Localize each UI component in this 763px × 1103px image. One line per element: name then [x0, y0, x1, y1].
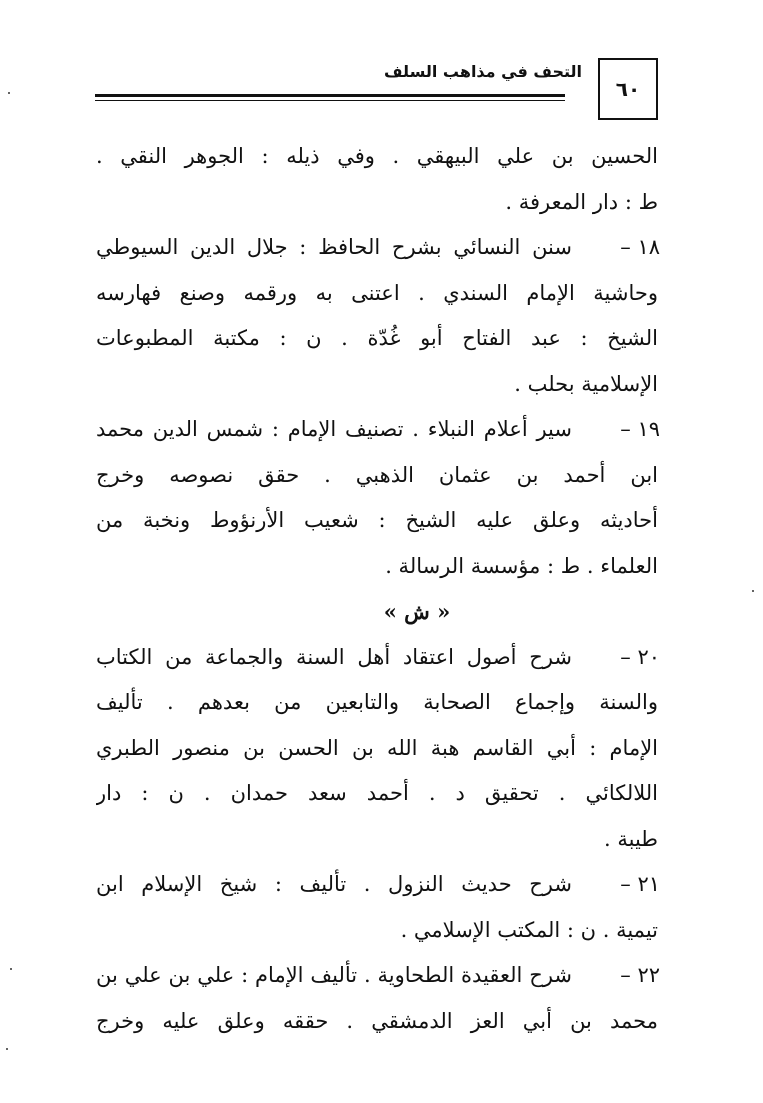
header-rule-thick: [95, 94, 565, 97]
text-line: سير أعلام النبلاء . تصنيف الإمام : شمس الدين محمد: [96, 417, 572, 441]
bibliography-entry-21: [96, 862, 658, 953]
scan-speck: [8, 92, 10, 94]
entry-number: ٢١ –: [620, 872, 660, 896]
text-line: ط : دار المعرفة .: [505, 189, 658, 214]
text-line: وحاشية الإمام السندي . اعتنى به ورقمه وصنع فهارسه: [96, 280, 658, 305]
text-line: والسنة وإجماع الصحابة والتابعين من بعدهم . تأليف: [96, 690, 658, 714]
text-line: شرح العقيدة الطحاوية . تأليف الإمام : علي بن علي بن: [96, 963, 572, 987]
text-line: الحسين بن علي البيهقي . وفي ذيله : الجوهر النقي .: [96, 144, 658, 168]
scan-speck: [752, 590, 754, 592]
text-line: الإسلامية بحلب .: [514, 371, 658, 396]
text-line: شرح أصول اعتقاد أهل السنة والجماعة من الكتاب: [96, 644, 572, 669]
entry-number: ٢٢ –: [620, 963, 660, 987]
page-body: [96, 134, 658, 1044]
text-line: شرح حديث النزول . تأليف : شيخ الإسلام ابن: [96, 872, 572, 896]
entry-number: ١٩ –: [620, 417, 660, 441]
bibliography-entry-20: [96, 635, 658, 863]
text-line: طيبة .: [604, 826, 658, 851]
scan-speck: [6, 1048, 8, 1050]
text-line: سنن النسائي بشرح الحافظ : جلال الدين السيوطي: [96, 235, 572, 259]
running-title: التحف في مذاهب السلف: [383, 62, 582, 81]
text-line: أحاديثه وعلق عليه الشيخ : شعيب الأرنؤوط ونخبة من: [96, 508, 658, 532]
text-line: محمد بن أبي العز الدمشقي . حققه وعلق عليه وخرج: [96, 1008, 658, 1033]
entry-number: ١٨ –: [620, 235, 660, 259]
section-heading: « ش »: [383, 599, 451, 624]
header-rule-thin: [95, 100, 565, 101]
text-line: العلماء . ط : مؤسسة الرسالة .: [385, 553, 658, 578]
page-number: [598, 58, 658, 120]
continuation-paragraph: [96, 134, 658, 225]
bibliography-entry-19: [96, 407, 658, 589]
text-line: الإمام : أبي القاسم هبة الله بن الحسن بن منصور الطبري: [96, 735, 658, 760]
page-number-text: ٦٠: [615, 77, 641, 101]
text-line: الشيخ : عبد الفتاح أبو غُدّة . ن : مكتبة المطبوعات: [96, 326, 658, 350]
text-line: اللالكائي . تحقيق د . أحمد سعد حمدان . ن : دار: [96, 781, 658, 805]
bibliography-entry-18: [96, 225, 658, 407]
scan-speck: [10, 968, 12, 970]
bibliography-entry-22: [96, 953, 658, 1044]
text-line: ابن أحمد بن عثمان الذهبي . حقق نصوصه وخرج: [96, 462, 658, 487]
text-line: تيمية . ن : المكتب الإسلامي .: [400, 917, 658, 942]
entry-number: ٢٠ –: [620, 644, 660, 669]
